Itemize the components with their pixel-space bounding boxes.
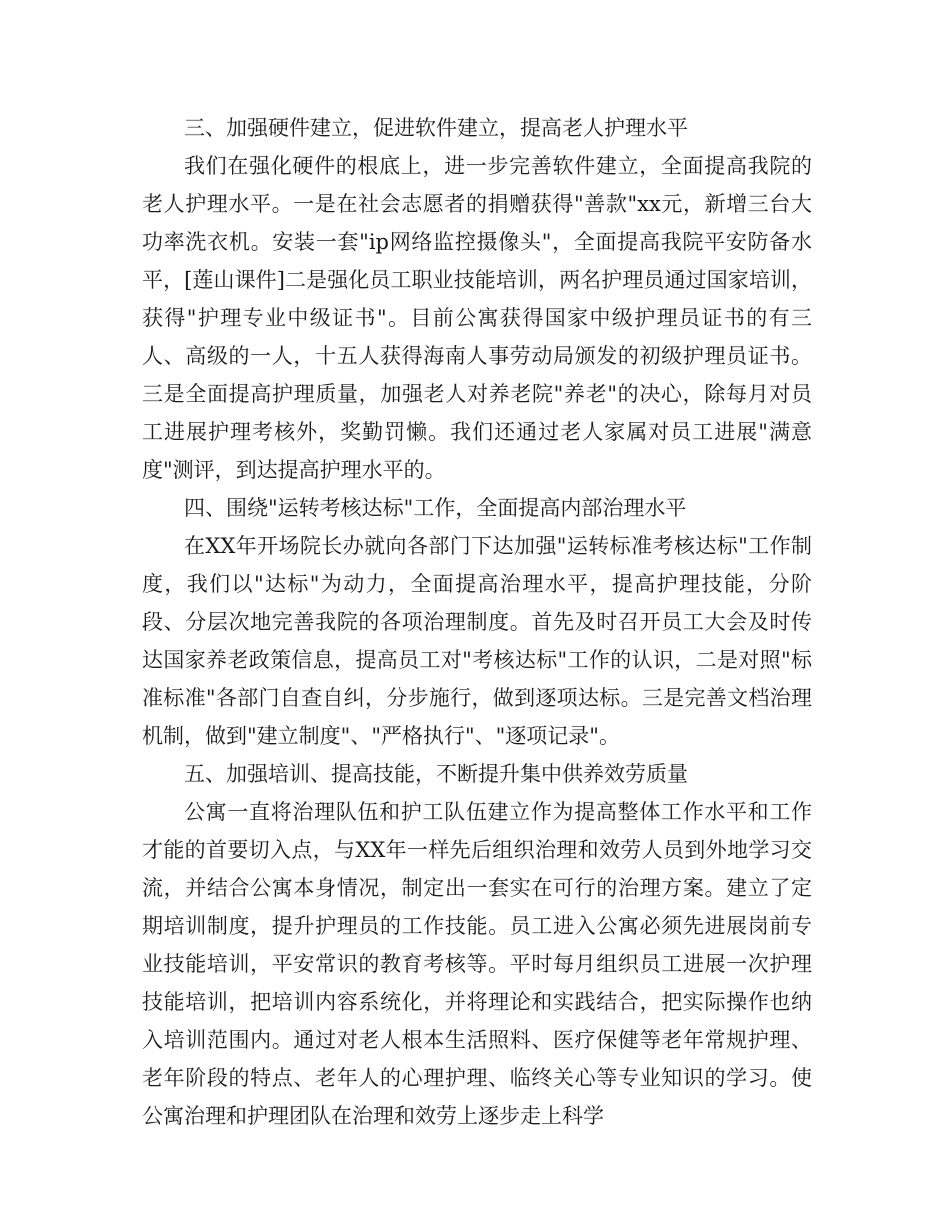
paragraph: 我们在强化硬件的根底上，进一步完善软件建立，全面提高我院的老人护理水平。一是在社会志愿者的捐赠获得"善款"xx元，新增三台大功率洗衣机。安装一套"ip网络监控摄像头"，全面提高我院平安防备水平，[莲山课件]二是强化员工职业技能培训，两名护理员通过国家培训，获得"护理专业中级证书"。目前公寓获得国家中级护理员证书的有三人、高级的一人，十五人获得海南人事劳动局颁发的初级护理员证书。三是全面提高护理质量，加强老人对养老院"养老"的决心，除每月对员工进展护理考核外，奖勤罚懒。我们还通过老人家属对员工进展"满意度"测评，到达提高护理水平的。 <box>142 154 812 482</box>
section-heading-4: 四、围绕"运转考核达标"工作，全面提高内部治理水平 <box>184 496 687 520</box>
section-heading-5: 五、加强培训、提高技能，不断提升集中供养效劳质量 <box>184 762 688 786</box>
section-heading-3: 三、加强硬件建立，促进软件建立，提高老人护理水平 <box>184 116 688 140</box>
paragraph: 在XX年开场院长办就向各部门下达加强"运转标准考核达标"工作制度，我们以"达标"为动力，全面提高治理水平，提高护理技能，分阶段、分层次地完善我院的各项治理制度。首先及时召开员工大会及时传达国家养老政策信息，提高员工对"考核达标"工作的认识，二是对照"标准标准"各部门自查自纠，分步施行，做到逐项达标。三是完善文档治理机制，做到"建立制度"、"严格执行"、"逐项记录"。 <box>142 534 812 748</box>
document-body <box>142 109 812 1135</box>
paragraph: 公寓一直将治理队伍和护工队伍建立作为提高整体工作水平和工作才能的首要切入点，与XX年一样先后组织治理和效劳人员到外地学习交流，并结合公寓本身情况，制定出一套实在可行的治理方案。建立了定期培训制度，提升护理员的工作技能。员工进入公寓必须先进展岗前专业技能培训，平安常识的教育考核等。平时每月组织员工进展一次护理技能培训，把培训内容系统化，并将理论和实践结合，把实际操作也纳入培训范围内。通过对老人根本生活照料、医疗保健等老年常规护理、老年阶段的特点、老年人的心理护理、临终关心等专业知识的学习。使公寓治理和护理团队在治理和效劳上逐步走上科学 <box>142 800 812 1128</box>
